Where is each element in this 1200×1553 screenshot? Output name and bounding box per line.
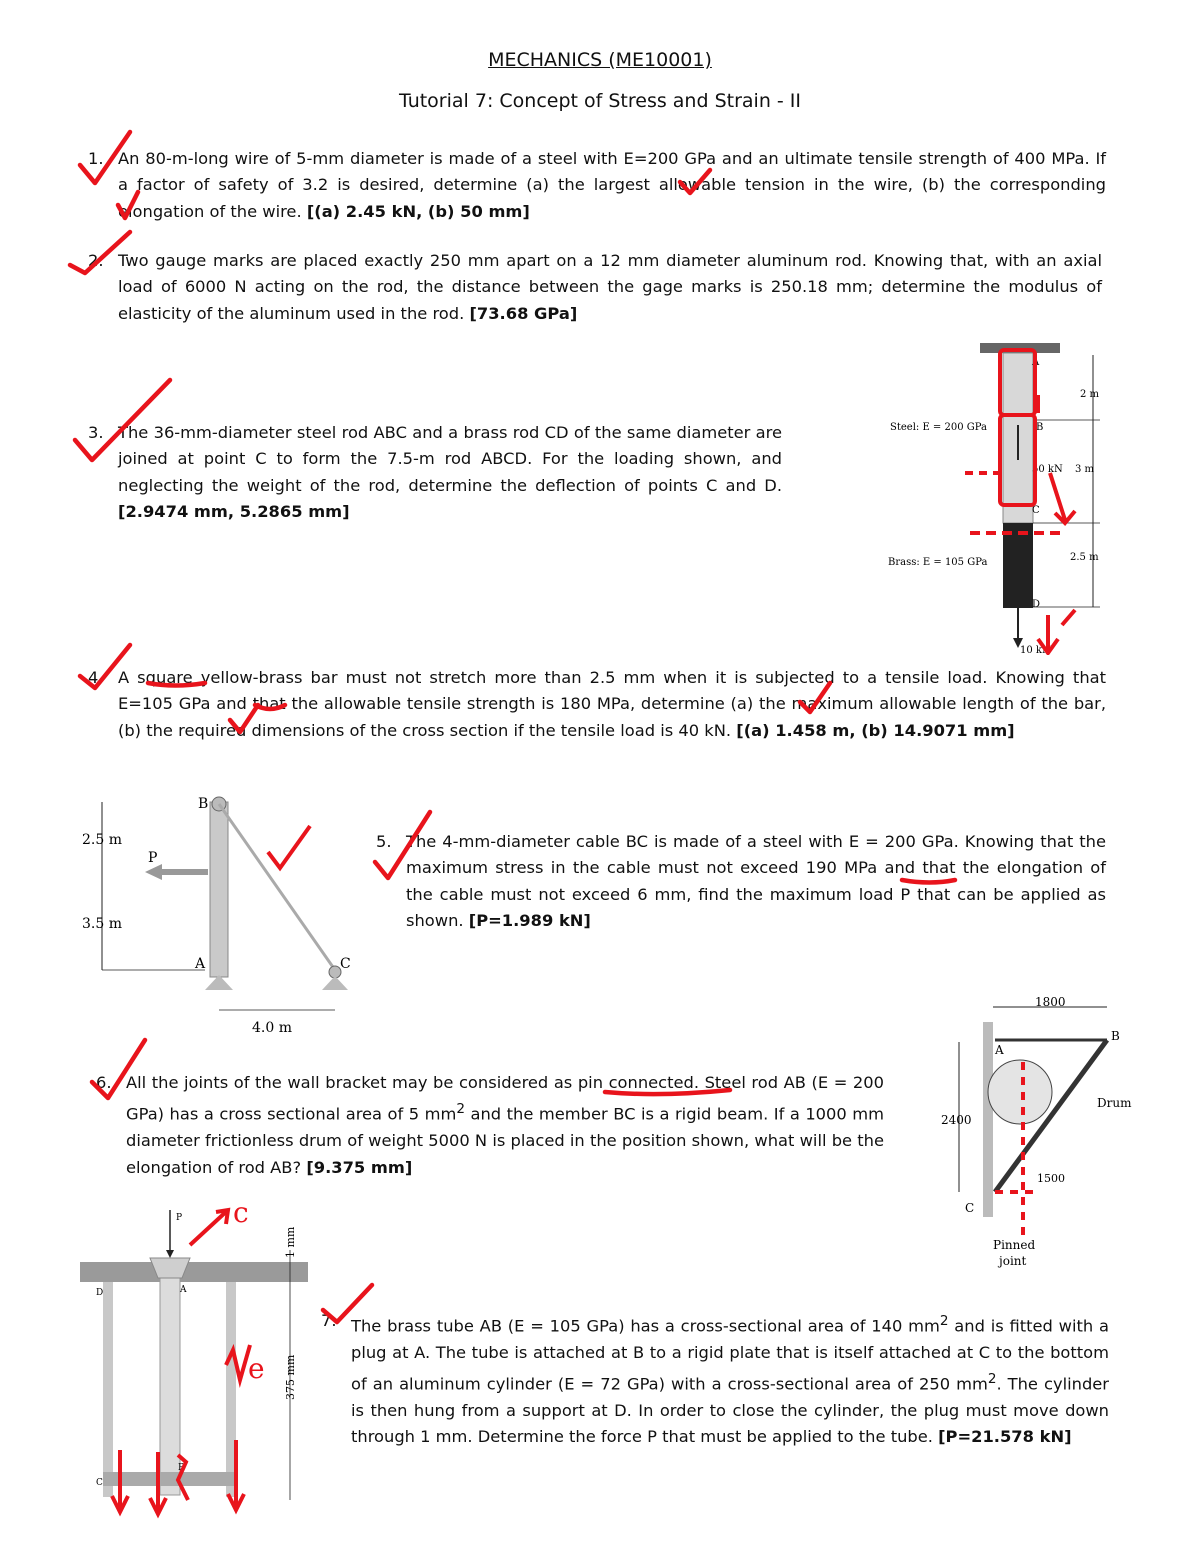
underline-gpa xyxy=(255,705,285,709)
problem-answer: [(a) 2.45 kN, (b) 50 mm] xyxy=(306,201,530,221)
problem-answer: [2.9474 mm, 5.2865 mm] xyxy=(118,502,350,522)
check-p1b xyxy=(118,192,138,218)
problem-text: and the member BC is a rigid beam. If a 1000 mm diameter frictionless drum of weight 5000 N is placed in the position shown, what will be the elongation of rod AB? xyxy=(126,1104,884,1177)
underline-190 xyxy=(902,880,955,883)
label-b: B xyxy=(1111,1029,1120,1043)
superscript: 2 xyxy=(987,1371,997,1388)
problem-text: and is fitted with a plug at A. The tube is attached at B to a rigid plate that is itself attached at C to the bottom of an aluminum cylinder (E = 72 GPa) with a cross-sectional area of 250 mm xyxy=(351,1316,1109,1394)
annotation-e: e xyxy=(248,1352,265,1385)
label-b: B xyxy=(198,796,209,812)
problem-text: The brass tube AB (E = 105 GPa) has a cross-sectional area of 140 mm xyxy=(351,1316,940,1336)
label-a: A xyxy=(195,956,206,972)
label-d: D xyxy=(96,1288,104,1298)
problem-answer: [P=1.989 kN] xyxy=(468,911,591,931)
joint-label: joint xyxy=(999,1254,1027,1268)
superscript: 2 xyxy=(456,1101,465,1118)
dim-1500: 1500 xyxy=(1037,1172,1065,1185)
load-b-label: 50 kN xyxy=(1032,464,1063,475)
label-b: B xyxy=(178,1463,185,1473)
annotation-c: c xyxy=(233,1200,249,1229)
check-p4 xyxy=(80,645,130,688)
label-c: C xyxy=(340,956,351,972)
check-p6 xyxy=(92,1040,145,1098)
pinned-label: Pinned xyxy=(993,1238,1036,1252)
problem-answer: [9.375 mm] xyxy=(306,1157,413,1177)
label-b: B xyxy=(1036,422,1044,433)
problem-number: 1. xyxy=(88,149,104,168)
load-d-label: 10 kN xyxy=(1020,645,1051,655)
steel-label: Steel: E = 200 GPa xyxy=(890,422,987,433)
problem-number: 3. xyxy=(88,423,104,442)
problem-text: An 80-m-long wire of 5-mm diameter is made of a steel with E=200 GPa and an ultimate tensile strength of 400 MPa. If a factor of safety of 3.2 is desired, determine (a) the largest allowable tension in the wire, (b) the corresponding elongation of the wire. xyxy=(118,149,1106,221)
check-p5 xyxy=(375,812,430,878)
dim-35m: 3.5 m xyxy=(82,916,122,932)
problem-text: All the joints of the wall bracket may be considered as pin connected. Steel rod AB (E = 200 GPa) has a cross sectional area of 5 mm xyxy=(126,1073,884,1124)
problem-number: 2. xyxy=(88,251,104,270)
dim-3m: 3 m xyxy=(1075,464,1095,475)
brass-label: Brass: E = 105 GPa xyxy=(888,557,988,568)
problem-text: Two gauge marks are placed exactly 250 mm apart on a 12 mm diameter aluminum rod. Knowing that, with an axial load of 6000 N acting on the rod, the distance between the gage marks is 250.18 mm; determine the modulus of elasticity of the aluminum used in the rod. xyxy=(118,251,1102,323)
check-p1c xyxy=(680,170,710,193)
problem-answer: [73.68 GPa] xyxy=(469,303,578,323)
problem-text: A square yellow-brass bar must not stretch more than 2.5 mm when it is subjected to a tensile load. Knowing that E=105 GPa and that the allowable tensile strength is 180 MPa, determine (a) the maximum allowable length of the bar, (b) the required dimensions of the cross section if the tensile load is 40 kN. xyxy=(118,668,1106,740)
problem-number: 7. xyxy=(321,1311,337,1330)
problem-number: 5. xyxy=(376,832,392,851)
label-c: C xyxy=(1032,505,1040,516)
drum-label: Drum xyxy=(1097,1096,1132,1110)
problem-answer: [(a) 1.458 m, (b) 14.9071 mm] xyxy=(736,720,1015,740)
dim-2400: 2400 xyxy=(941,1113,972,1127)
label-a: A xyxy=(180,1285,187,1295)
problem-number: 6. xyxy=(96,1073,112,1092)
check-p2 xyxy=(70,232,130,273)
label-a: A xyxy=(1032,357,1040,368)
label-c: C xyxy=(965,1201,975,1215)
dim-25m: 2.5 m xyxy=(82,832,122,848)
label-a: A xyxy=(995,1043,1004,1057)
dim-40m: 4.0 m xyxy=(252,1020,292,1036)
underline-square xyxy=(148,683,205,686)
course-title: MECHANICS (ME10001) xyxy=(488,49,712,71)
dim-25m: 2.5 m xyxy=(1070,552,1099,563)
problem-text: The 36-mm-diameter steel rod ABC and a brass rod CD of the same diameter are joined at point C to form the 7.5-m rod ABCD. For the loading shown, and neglecting the weight of the rod, determine the deflection of points C and D. xyxy=(118,423,782,495)
problem-number: 4. xyxy=(88,668,104,687)
label-p: P xyxy=(176,1213,183,1223)
dim-1mm: 1 mm xyxy=(284,1226,297,1258)
check-p1 xyxy=(80,132,130,183)
label-d: D xyxy=(1032,599,1041,610)
problem-text: . The cylinder is then hung from a support at D. In order to close the cylinder, the plug must move down through 1 mm. Determine the force P that must be applied to the tube. xyxy=(351,1374,1109,1447)
check-p4c xyxy=(800,683,830,712)
dim-1800: 1800 xyxy=(1035,995,1066,1009)
problem-text: The 4-mm-diameter cable BC is made of a steel with E = 200 GPa. Knowing that the maximum stress in the cable must not exceed 190 MPa and that the elongation of the cable must not exceed 6 mm, find the maximum load P that can be applied as shown. xyxy=(406,832,1106,931)
dim-2m: 2 m xyxy=(1080,389,1100,400)
check-p4b xyxy=(230,705,258,732)
dim-375mm: 375 mm xyxy=(284,1354,297,1400)
tutorial-title: Tutorial 7: Concept of Stress and Strain - II xyxy=(398,90,802,112)
superscript: 2 xyxy=(939,1313,949,1329)
underline-pin xyxy=(605,1090,730,1094)
problem-answer: [P=21.578 kN] xyxy=(938,1427,1072,1447)
label-p: P xyxy=(148,850,158,866)
check-p3 xyxy=(75,380,170,460)
label-c: C xyxy=(96,1478,103,1488)
check-p7 xyxy=(323,1285,372,1322)
